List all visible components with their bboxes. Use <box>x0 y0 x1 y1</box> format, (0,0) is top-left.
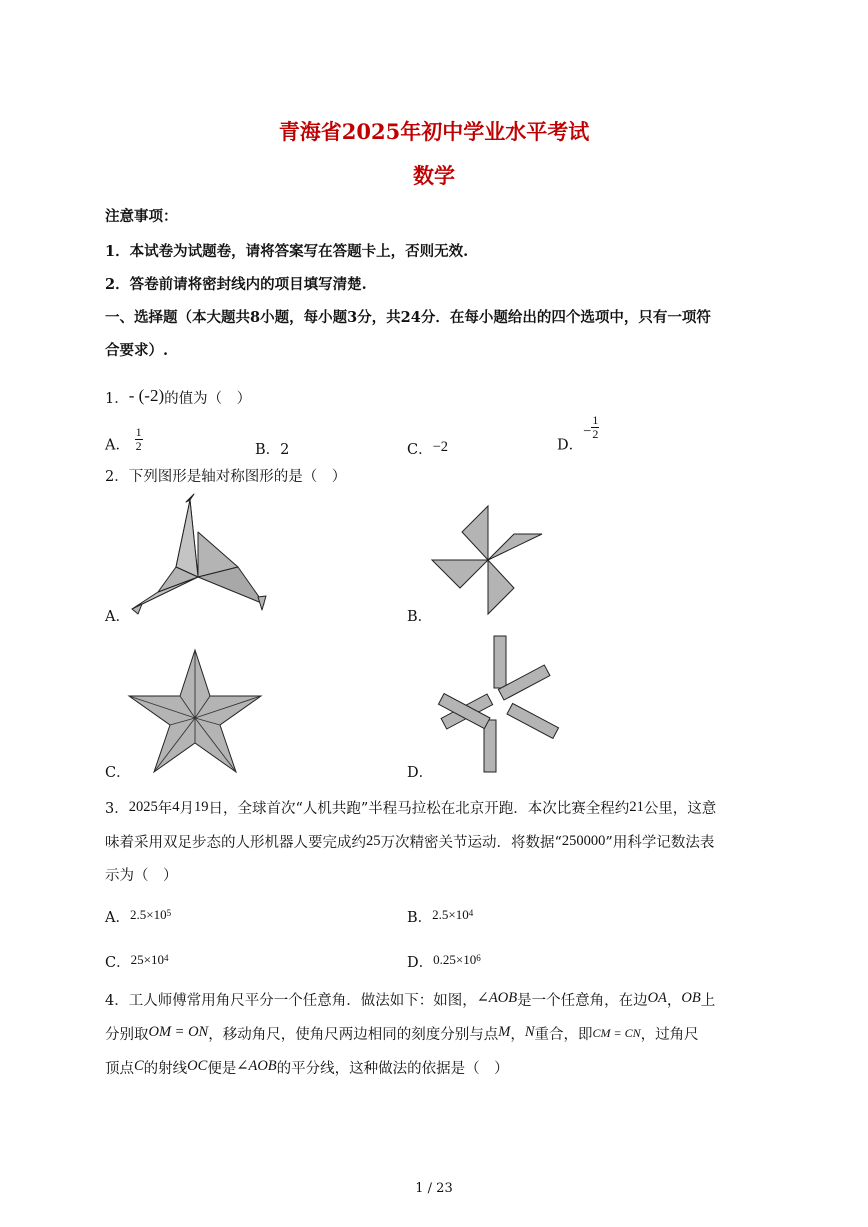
q3-option-d-base: 0.25×10 <box>433 952 477 967</box>
q3-option-a-label: A． <box>105 910 130 926</box>
q4-angle-aob: ∠AOB <box>236 1058 277 1074</box>
q1-option-a-fraction <box>135 426 143 453</box>
q1-expression: - (-2) <box>128 386 165 405</box>
q3-text: 年 <box>157 801 173 817</box>
section-heading: 一、选择题（本大题共8小题，每小题3分，共24分．在每小题给出的四个选项中，只有一项符 <box>105 309 711 326</box>
q3-data-value: 250000 <box>561 833 606 849</box>
q1-option-d-label: D． <box>557 437 584 454</box>
q3-number: 3． <box>105 801 129 817</box>
figure-b-blade <box>488 560 514 614</box>
subject-title: 数学 <box>413 163 455 188</box>
q2-option-b[interactable]: B． <box>407 609 433 625</box>
q3-distance: 21 <box>629 799 644 815</box>
q3-option-d-label: D． <box>407 955 434 971</box>
q1-a-denominator: 2 <box>135 439 142 453</box>
figure-d-bars <box>430 634 562 774</box>
q1-option-a-label: A． <box>105 437 130 454</box>
q2-option-c[interactable]: C． <box>105 765 131 781</box>
q3-option-a-exponent: 5 <box>166 908 172 919</box>
q1-d-denominator: 2 <box>592 427 599 441</box>
q4-text: 是一个任意角，在边 <box>517 993 648 1009</box>
figure-b-blade <box>462 506 488 560</box>
question-3-line-3: 示为（ ） <box>105 868 178 884</box>
q4-point-n: N <box>524 1024 535 1040</box>
question-3-line-1 <box>105 797 716 818</box>
q3-option-d[interactable] <box>407 951 481 972</box>
q4-text: 重合，即 <box>534 1027 593 1043</box>
q3-text: 日，全球首次“人机共跑”半程马拉松在北京开跑．本次比赛全程约 <box>208 801 630 817</box>
q4-om-equals-on: OM = ON <box>148 1024 209 1040</box>
q4-angle-aob: ∠AOB <box>476 990 518 1006</box>
question-3-line-2 <box>105 831 714 852</box>
section-heading-cont: 合要求）. <box>105 342 169 359</box>
q1-option-d[interactable] <box>557 414 599 455</box>
figure-b-blade <box>432 560 488 588</box>
q3-count: 25 <box>366 833 381 849</box>
q3-option-b-label: B． <box>407 910 433 926</box>
q3-text: 公里，这意 <box>643 801 717 817</box>
q4-ray-oc: OC <box>187 1058 208 1074</box>
q4-text: ，移动角尺，使角尺两边相同的刻度分别与点 <box>208 1027 499 1043</box>
q3-day: 19 <box>193 799 209 815</box>
page-number: 1 / 23 <box>415 1181 453 1196</box>
figure-a-blade <box>176 500 198 577</box>
q3-text: 月 <box>179 801 194 817</box>
page-title: 青海省2025年初中学业水平考试 <box>278 119 590 144</box>
q4-text: 的平分线，这种做法的依据是（ ） <box>276 1061 509 1077</box>
q1-option-d-sign: − <box>583 423 592 440</box>
q4-text: 分别取 <box>105 1027 149 1043</box>
q1-stem: 的值为（ ） <box>164 391 252 407</box>
q1-option-d-fraction <box>591 414 599 441</box>
notice-item-2: 2．答卷前请将密封线内的项目填写清楚. <box>105 276 367 293</box>
q3-month: 4 <box>172 799 180 815</box>
q4-point-m: M <box>498 1024 511 1040</box>
q3-option-c-exponent: 4 <box>163 953 169 964</box>
notice-heading: 注意事项： <box>105 208 178 225</box>
figure-a-tip <box>258 596 266 610</box>
q4-cm-equals-cn: CM = CN <box>592 1026 641 1040</box>
q1-option-b[interactable]: B．2 <box>255 442 290 458</box>
q1-a-numerator: 1 <box>135 425 142 439</box>
q4-point-c: C <box>134 1058 144 1074</box>
figure-b-pinwheel <box>430 504 546 616</box>
q3-option-b-base: 2.5×10 <box>432 907 469 922</box>
q1-option-c[interactable] <box>407 438 448 459</box>
q3-text: ”用科学记数法表 <box>605 835 715 851</box>
figure-d-bar <box>484 720 496 772</box>
question-4-line-1 <box>105 989 715 1010</box>
q2-option-a[interactable]: A． <box>105 609 130 625</box>
q2-option-d[interactable]: D． <box>407 765 434 781</box>
question-4-line-2 <box>105 1023 699 1044</box>
q3-option-c-base: 25×10 <box>130 952 164 967</box>
q3-option-c-label: C． <box>105 955 131 971</box>
figure-d-bar <box>494 636 506 688</box>
q1-option-a[interactable] <box>105 426 143 455</box>
q4-text: ， <box>510 1027 525 1043</box>
figure-b-blade <box>488 534 542 560</box>
q3-option-b-exponent: 4 <box>468 908 474 919</box>
q4-side-ob: OB <box>681 990 701 1006</box>
q3-option-b[interactable] <box>407 906 473 927</box>
question-1 <box>105 386 251 408</box>
q1-number: 1． <box>105 391 129 407</box>
notice-item-1: 1．本试卷为试题卷，请将答案写在答题卡上，否则无效. <box>105 243 469 260</box>
q3-option-a-base: 2.5×10 <box>129 907 167 922</box>
figure-a-pinwheel <box>128 492 270 616</box>
question-4-line-3 <box>105 1057 509 1078</box>
q3-year: 2025 <box>128 799 158 815</box>
q1-option-c-value: −2 <box>432 439 449 455</box>
q4-side-oa: OA <box>647 990 667 1006</box>
figure-c-star <box>126 648 264 776</box>
q4-text: 便是 <box>207 1061 237 1077</box>
q4-text: 4．工人师傅常用角尺平分一个任意角．做法如下：如图， <box>105 993 477 1009</box>
q3-option-d-exponent: 6 <box>476 953 481 964</box>
q4-text: 顶点 <box>105 1061 134 1077</box>
q3-text: 味着采用双足步态的人形机器人要完成约 <box>105 835 366 851</box>
q4-text: 的射线 <box>143 1061 188 1077</box>
q1-option-c-label: C． <box>407 442 433 458</box>
question-2: 2．下列图形是轴对称图形的是（ ） <box>105 469 347 485</box>
figure-d-bar <box>507 703 559 738</box>
q3-text: 万次精密关节运动．将数据“ <box>380 835 562 851</box>
q4-text: ，过角尺 <box>640 1027 699 1043</box>
q4-text: ， <box>666 993 682 1009</box>
q3-option-c[interactable] <box>105 951 168 972</box>
q4-text: 上 <box>700 993 716 1009</box>
q3-option-a[interactable] <box>105 906 171 927</box>
q1-d-numerator: 1 <box>592 413 599 427</box>
